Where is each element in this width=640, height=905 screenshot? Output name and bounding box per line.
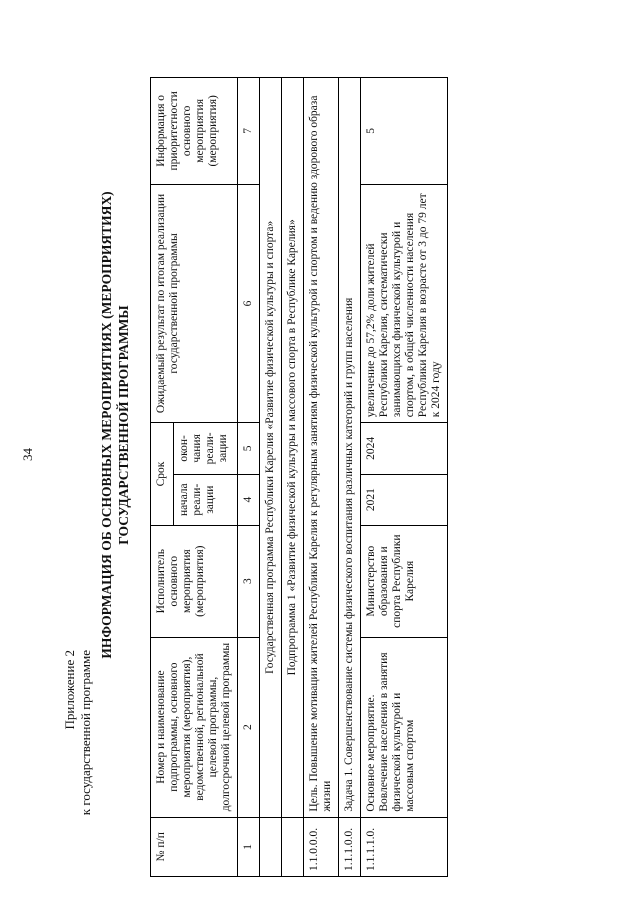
column-number: 7	[238, 78, 260, 185]
activity-priority: 5	[361, 78, 448, 185]
activity-end-year: 2024	[361, 423, 448, 474]
activity-start-year: 2021	[361, 474, 448, 525]
document-title	[98, 145, 132, 705]
header-row	[151, 78, 174, 877]
subprogram-row	[282, 78, 304, 877]
activities-table	[150, 77, 448, 877]
program-title: Государственная программа Республики Карелия «Развитие физической культуры и спорта»	[260, 78, 282, 818]
page-number: 34	[20, 448, 35, 461]
title-line-1: ИНФОРМАЦИЯ ОБ ОСНОВНЫХ МЕРОПРИЯТИЯХ (МЕРОПРИЯТИЯХ)	[99, 191, 114, 659]
appendix-line-2: к государственной программе	[78, 650, 93, 816]
column-number: 1	[238, 817, 260, 876]
header-term-start: начала реали-зации	[174, 474, 238, 525]
column-number: 2	[238, 637, 260, 817]
goal-row	[304, 78, 339, 877]
subprogram-title: Подпрограмма 1 «Развитие физической культуры и массового спорта в Республике Карелия»	[282, 78, 304, 818]
column-number: 3	[238, 525, 260, 637]
activity-result: увеличение до 57,2% доли жителей Республики Карелия, систематически занимающихся физической культурой и спортом, в общей численности населения Республики Карелия в возрасте от 3 до 79 лет к 2024 году	[361, 184, 448, 422]
activity-executor: Министерство образования и спорта Республики Карелия	[361, 525, 448, 637]
column-number: 4	[238, 474, 260, 525]
task-code: 1.1.1.0.0.	[339, 817, 361, 876]
header-executor: Исполнитель основного мероприятия (мероприятия)	[151, 525, 238, 637]
appendix-line-1: Приложение 2	[62, 650, 77, 730]
header-info: Информация о приоритетности основного мероприятия (мероприятия)	[151, 78, 238, 185]
header-term-end: окон-чания реали-зации	[174, 423, 238, 474]
column-number: 5	[238, 423, 260, 474]
header-num: № п/п	[151, 817, 238, 876]
header-result: Ожидаемый результат по итогам реализации государственной программы	[151, 184, 238, 422]
goal-text: Цель. Повышение мотивации жителей Республики Карелия к регулярным занятиям физической культурой и спортом и ведению здорового образа жизни	[304, 78, 339, 818]
header-term: Срок	[151, 423, 174, 526]
column-number: 6	[238, 184, 260, 422]
empty-cell	[260, 817, 282, 876]
activity-row	[361, 78, 448, 877]
column-number-row	[238, 78, 260, 877]
activity-name: Основное мероприятие. Вовлечение населения в занятия физической культурой и массовым спортом	[361, 637, 448, 817]
program-row	[260, 78, 282, 877]
appendix-note	[62, 650, 94, 815]
activity-code: 1.1.1.1.0.	[361, 817, 448, 876]
title-line-2: ГОСУДАРСТВЕННОЙ ПРОГРАММЫ	[116, 305, 131, 545]
empty-cell	[282, 817, 304, 876]
task-text: Задача 1. Совершенствование системы физического воспитания различных категорий и групп населения	[339, 78, 361, 818]
header-name: Номер и наименование подпрограммы, основного мероприятия (мероприятия), ведомственной, региональной целевой программы, долгосрочной целевой программы	[151, 637, 238, 817]
goal-code: 1.1.0.0.0.	[304, 817, 339, 876]
task-row	[339, 78, 361, 877]
